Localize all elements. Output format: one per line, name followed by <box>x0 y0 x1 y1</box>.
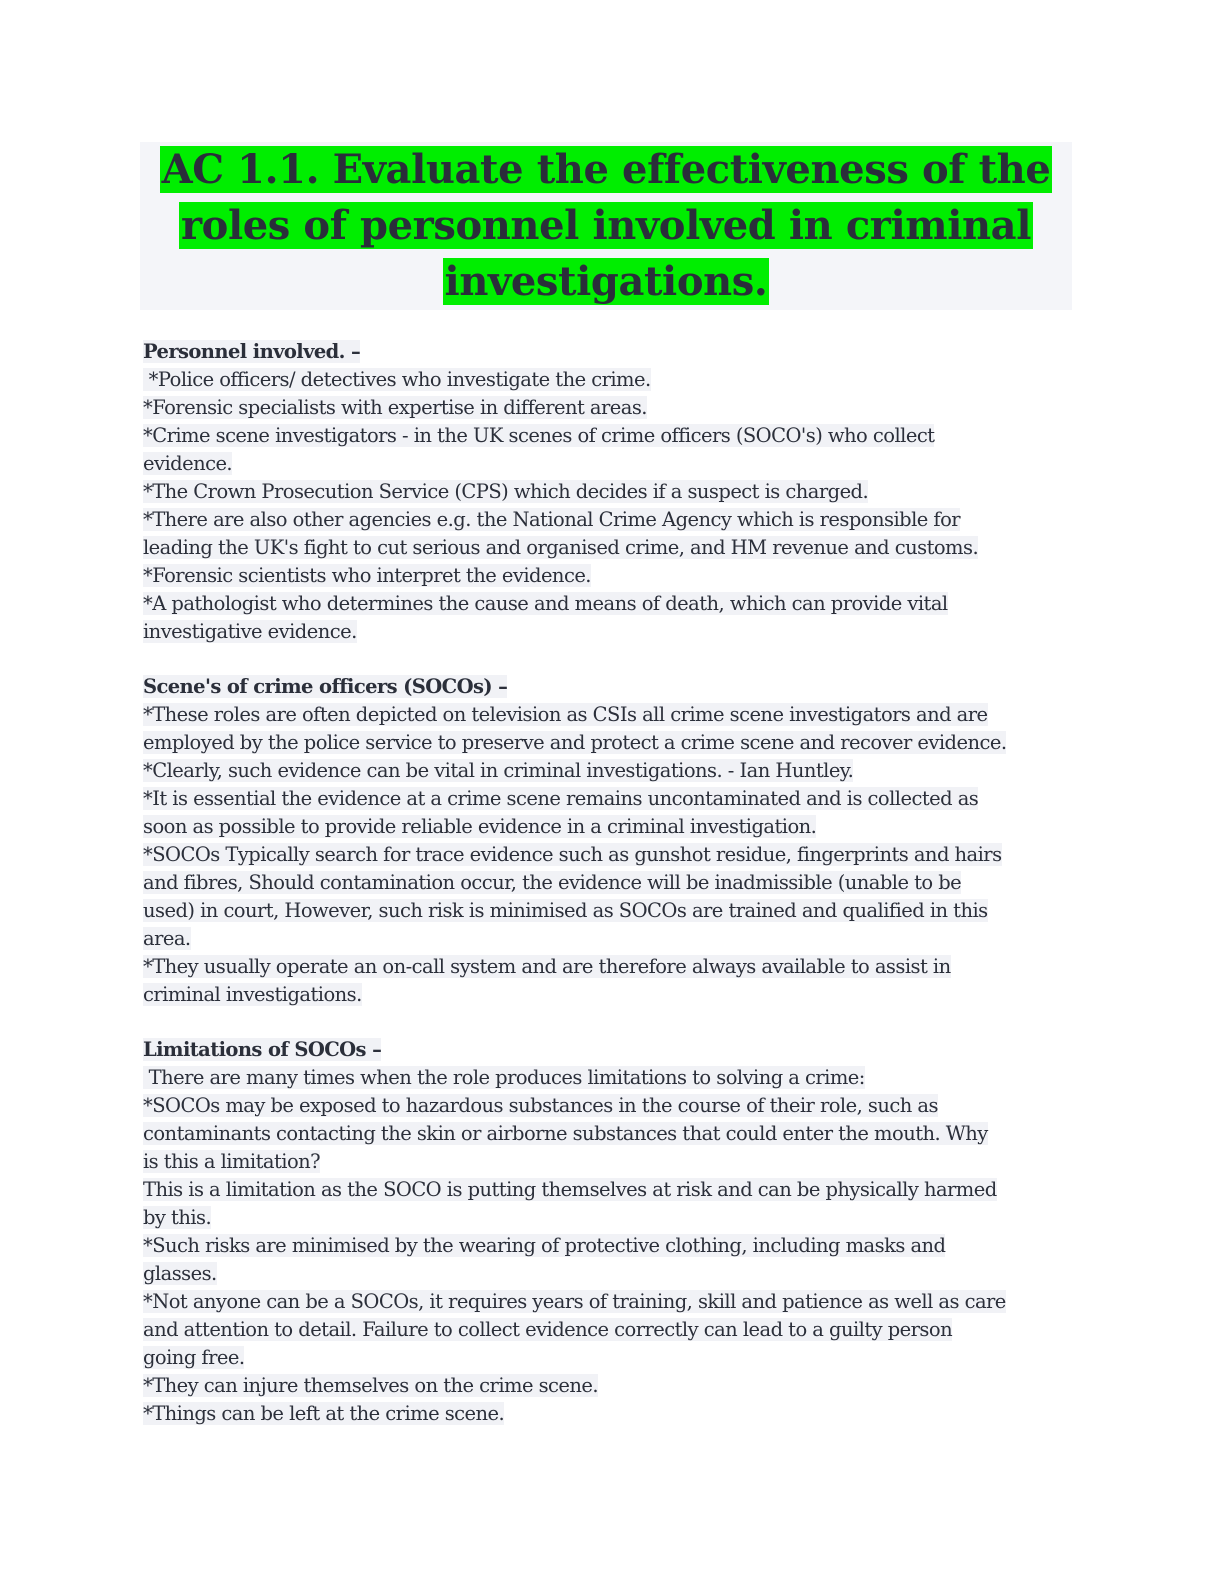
paragraph-line: *It is essential the evidence at a crime scene remains uncontaminated and is collected as <box>143 787 979 810</box>
paragraph-line: There are many times when the role produces limitations to solving a crime: <box>143 1066 865 1089</box>
paragraph-line: *A pathologist who determines the cause and means of death, which can provide vital <box>143 592 948 615</box>
paragraph-line: *Things can be left at the crime scene. <box>143 1402 505 1425</box>
paragraph-line: and attention to detail. Failure to collect evidence correctly can lead to a guilty person <box>143 1318 953 1341</box>
section-heading-socos: Scene's of crime officers (SOCOs) – <box>143 675 508 698</box>
paragraph-line: is this a limitation? <box>143 1150 321 1173</box>
paragraph-line: *Forensic scientists who interpret the evidence. <box>143 564 591 587</box>
paragraph-line: going free. <box>143 1346 245 1369</box>
paragraph-line: by this. <box>143 1206 212 1229</box>
paragraph-line: and fibres, Should contamination occur, the evidence will be inadmissible (unable to be <box>143 871 962 894</box>
paragraph-line: *Clearly, such evidence can be vital in criminal investigations. - Ian Huntley. <box>143 759 854 782</box>
paragraph-line: leading the UK's fight to cut serious and organised crime, and HM revenue and customs. <box>143 536 979 559</box>
section-heading-limitations: Limitations of SOCOs – <box>143 1038 382 1061</box>
paragraph-line: soon as possible to provide reliable evidence in a criminal investigation. <box>143 815 817 838</box>
paragraph-line: used) in court, However, such risk is minimised as SOCOs are trained and qualified in this <box>143 899 988 922</box>
section-heading-personnel: Personnel involved. – <box>143 340 361 363</box>
document-body <box>143 338 1083 1428</box>
paragraph-line: *The Crown Prosecution Service (CPS) which decides if a suspect is charged. <box>143 480 869 503</box>
paragraph-line: glasses. <box>143 1262 217 1285</box>
paragraph-line: contaminants contacting the skin or airborne substances that could enter the mouth. Why <box>143 1122 988 1145</box>
paragraph-line: evidence. <box>143 452 233 475</box>
paragraph-line: *SOCOs Typically search for trace evidence such as gunshot residue, fingerprints and hairs <box>143 843 1002 866</box>
document-title <box>140 142 1072 310</box>
paragraph-line: *They usually operate an on-call system and are therefore always available to assist in <box>143 955 951 978</box>
paragraph-line: *SOCOs may be exposed to hazardous substances in the course of their role, such as <box>143 1094 938 1117</box>
section-spacer <box>143 646 1083 673</box>
paragraph-line: investigative evidence. <box>143 620 357 643</box>
paragraph-line: *Such risks are minimised by the wearing of protective clothing, including masks and <box>143 1234 946 1257</box>
paragraph-line: This is a limitation as the SOCO is putting themselves at risk and can be physically harmed <box>143 1178 997 1201</box>
title-line: roles of personnel involved in criminal <box>180 202 1031 249</box>
paragraph-line: *Police officers/ detectives who investigate the crime. <box>143 368 651 391</box>
paragraph-line: *Not anyone can be a SOCOs, it requires years of training, skill and patience as well as care <box>143 1290 1006 1313</box>
paragraph-line: *They can injure themselves on the crime scene. <box>143 1374 599 1397</box>
paragraph-line: *Forensic specialists with expertise in different areas. <box>143 396 647 419</box>
paragraph-line: criminal investigations. <box>143 983 362 1006</box>
paragraph-line: *Crime scene investigators - in the UK scenes of crime officers (SOCO's) who collect <box>143 424 935 447</box>
paragraph-line: *There are also other agencies e.g. the National Crime Agency which is responsible for <box>143 508 961 531</box>
title-line: AC 1.1. Evaluate the effectiveness of the <box>161 146 1051 193</box>
title-line: investigations. <box>444 258 768 305</box>
paragraph-line: area. <box>143 927 191 950</box>
paragraph-line: employed by the police service to preserve and protect a crime scene and recover evidence. <box>143 731 1007 754</box>
section-spacer <box>143 1009 1083 1036</box>
paragraph-line: *These roles are often depicted on television as CSIs all crime scene investigators and are <box>143 703 988 726</box>
